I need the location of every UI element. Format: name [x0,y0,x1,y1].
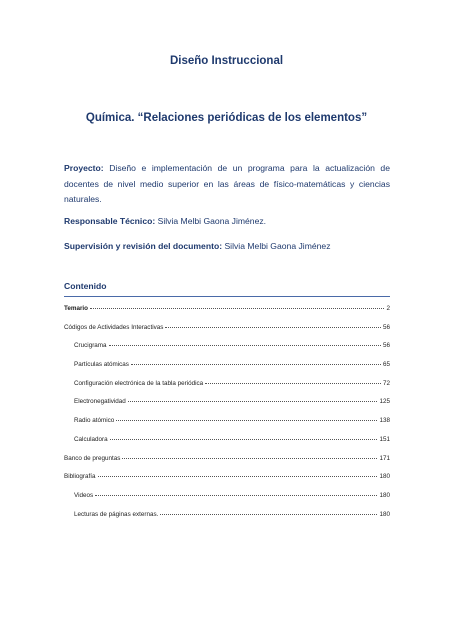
toc-leader [110,439,378,440]
toc-entry-page: 180 [379,510,390,518]
toc-entry-bibliografia[interactable] [64,473,390,492]
toc-entry-page: 56 [382,323,390,331]
toc-entry-title: Temario [64,305,89,312]
table-of-contents [64,305,390,529]
project-text: Diseño e implementación de un programa para la actualización de docentes de nivel medio superior en las áreas de físico-matemáticas y ciencias naturales. [64,163,390,204]
toc-entry-page: 125 [379,398,390,406]
toc-entry-calculadora[interactable] [64,436,390,455]
toc-leader [109,345,381,346]
toc-leader [98,476,378,477]
toc-entry-configuracion[interactable] [64,380,390,399]
toc-entry-lecturas[interactable] [64,511,390,530]
toc-entry-page: 180 [379,473,390,481]
project-paragraph [64,161,390,208]
toc-entry-crucigrama[interactable] [64,342,390,361]
toc-leader [90,308,384,309]
toc-entry-title: Banco de preguntas [64,454,121,462]
toc-entry-title: Lecturas de páginas externas. [74,510,159,518]
toc-leader [116,420,377,421]
toc-entry-title: Videos [74,491,94,499]
toc-entry-page: 56 [382,342,390,350]
toc-leader [205,383,381,384]
supervision-paragraph [64,239,390,255]
toc-entry-title: Configuración electrónica de la tabla periódica [74,379,204,387]
toc-entry-videos[interactable] [64,492,390,511]
toc-leader [160,514,377,515]
toc-entry-title: Bibliografía [64,473,96,481]
toc-entry-title: Radio atómico [74,417,115,425]
toc-entry-title: Electronegatividad [74,398,126,406]
project-label: Proyecto: [64,163,104,173]
toc-entry-page: 72 [382,379,390,387]
toc-entry-page: 151 [379,435,390,443]
toc-entry-page: 138 [379,417,390,425]
toc-entry-temario[interactable] [64,305,390,324]
toc-entry-banco[interactable] [64,455,390,474]
toc-entry-page: 180 [379,491,390,499]
responsible-paragraph [64,214,390,230]
toc-entry-page: 2 [386,305,390,312]
toc-entry-title: Calculadora [74,435,108,443]
toc-leader [165,327,381,328]
document-title: Diseño Instruccional [169,55,284,67]
toc-leader [122,458,377,459]
toc-entry-page: 171 [379,454,390,462]
responsible-label: Responsable Técnico: [64,216,156,226]
toc-leader [128,401,378,402]
toc-entry-title: Partículas atómicas [74,361,129,369]
toc-heading: Contenido [64,281,107,291]
toc-divider [64,296,390,297]
toc-entry-particulas[interactable] [64,361,390,380]
toc-leader [131,364,381,365]
supervision-label: Supervisión y revisión del documento: [64,241,223,251]
toc-entry-radio-atomico[interactable] [64,417,390,436]
toc-entry-title: Códigos de Actividades Interactivas [64,323,164,331]
toc-entry-codigos[interactable] [64,324,390,343]
toc-entry-title: Crucigrama [74,342,107,350]
toc-entry-electronegatividad[interactable] [64,398,390,417]
toc-entry-page: 65 [382,361,390,369]
document-subtitle: Química. “Relaciones periódicas de los elementos” [85,112,368,124]
toc-leader [95,495,377,496]
supervision-value: Silvia Melbi Gaona Jiménez [224,241,331,251]
responsible-value: Silvia Melbi Gaona Jiménez. [157,216,267,226]
